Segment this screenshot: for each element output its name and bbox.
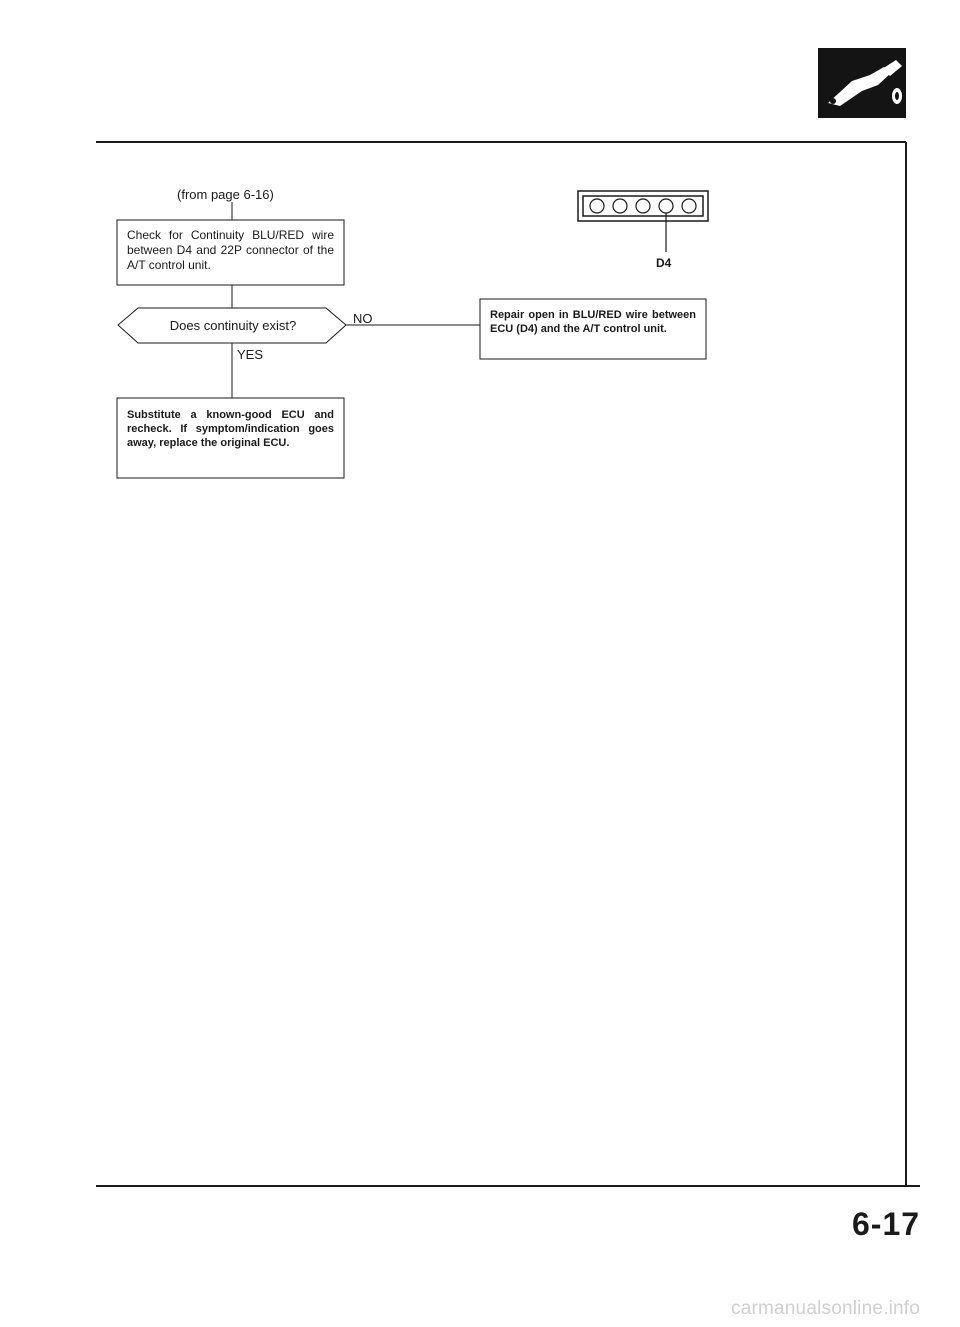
from-page-label: (from page 6-16) [177, 187, 274, 202]
connector-diagram [578, 191, 708, 252]
decision-text: Does continuity exist? [169, 318, 297, 333]
check-continuity-text: Check for Continuity BLU/RED wire between D4 and 22P connector of the A/T control unit. [127, 228, 334, 272]
connector-pin-label: D4 [656, 256, 672, 270]
yes-label: YES [237, 347, 264, 362]
repair-open-text: Repair open in BLU/RED wire between ECU (D4) and the A/T control unit. [490, 309, 696, 335]
page-number: 6-17 [852, 1206, 921, 1242]
substitute-ecu-text: Substitute a known-good ECU and recheck. If symptom/indication goes away, replace the original ECU. [127, 409, 334, 449]
no-label: NO [353, 311, 373, 326]
watermark: carmanualsonline.info [731, 1298, 921, 1319]
